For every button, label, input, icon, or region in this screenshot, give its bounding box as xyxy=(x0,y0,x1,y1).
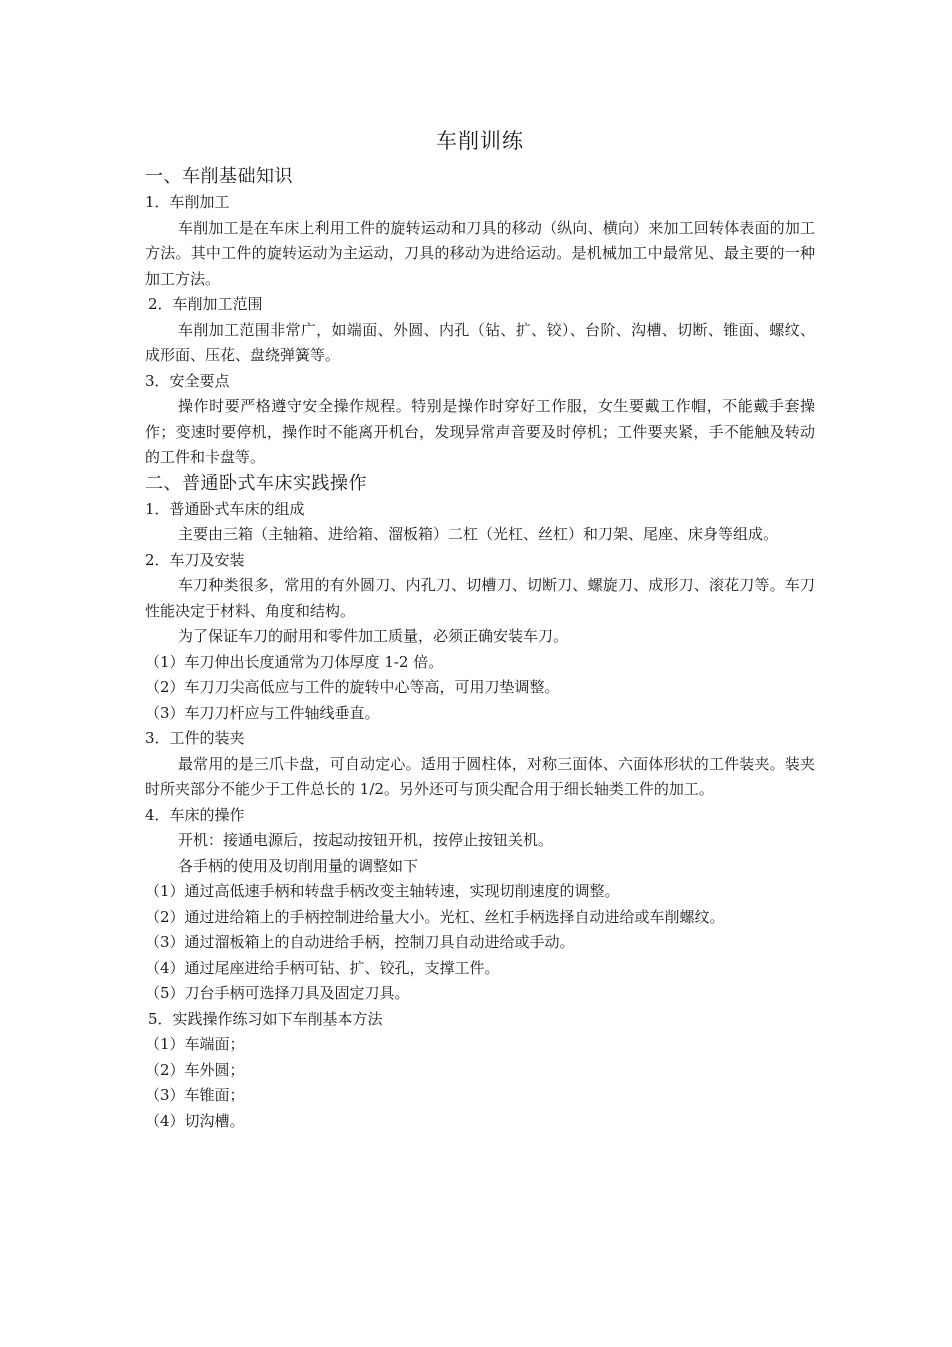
list-item: （3）车锥面； xyxy=(145,1086,245,1104)
section-heading-1: 一、车削基础知识 xyxy=(145,166,293,187)
paragraph-power-on: 开机：接通电源后，按起动按钮开机，按停止按钮关机。 xyxy=(178,831,554,849)
subsection-heading-1-3: 3．安全要点 xyxy=(145,371,230,390)
section-heading-2: 二、普通卧式车床实践操作 xyxy=(145,472,367,494)
paragraph-tool-install: 为了保证车刀的耐用和零件加工质量，必须正确安装车刀。 xyxy=(178,627,569,645)
document-title: 车削训练 xyxy=(436,129,524,153)
list-item: （1）车刀伸出长度通常为刀体厚度 1-2 倍。 xyxy=(145,652,444,671)
subsection-heading-2-3: 3．工件的装夹 xyxy=(145,729,245,747)
list-item: （1）车端面； xyxy=(145,1035,245,1053)
list-item: （4）通过尾座进给手柄可钻、扩、铰孔，支撑工件。 xyxy=(145,958,500,977)
list-item: （3）车刀刀杆应与工件轴线垂直。 xyxy=(145,703,380,722)
list-item: （2）车刀刀尖高低应与工件的旋转中心等高，可用刀垫调整。 xyxy=(145,678,560,696)
paragraph-turning-definition: 车削加工是在车床上利用工件的旋转运动和刀具的移动（纵向、横向）来加工回转体表面的加工方法。其中工件的旋转运动为主运动，刀具的移动为进给运动。是机械加工中最常见、最主要的一种加工方法。 xyxy=(145,218,815,288)
paragraph-handles-intro: 各手柄的使用及切削用量的调整如下 xyxy=(178,856,419,875)
list-item: （2）通过进给箱上的手柄控制进给量大小。光杠、丝杠手柄选择自动进给或车削螺纹。 xyxy=(145,907,725,926)
subsection-heading-2-1: 1．普通卧式车床的组成 xyxy=(145,499,305,518)
list-item: （4）切沟槽。 xyxy=(145,1111,245,1130)
subsection-heading-2-4: 4．车床的操作 xyxy=(145,805,245,824)
subsection-heading-2-5: 5．实践操作练习如下车削基本方法 xyxy=(148,1009,383,1028)
paragraph-workholding: 最常用的是三爪卡盘，可自动定心。适用于圆柱体，对称三面体、六面体形状的工件装夹。装夹时所夹部分不能少于工件总长的 1/2。另外还可与顶尖配合用于细长轴类工件的加工。 xyxy=(145,754,815,798)
subsection-heading-1-1: 1．车削加工 xyxy=(145,193,230,211)
list-item: （5）刀台手柄可选择刀具及固定刀具。 xyxy=(145,984,410,1002)
list-item: （3）通过溜板箱上的自动进给手柄，控制刀具自动进给或手动。 xyxy=(145,933,575,951)
paragraph-lathe-composition: 主要由三箱（主轴箱、进给箱、溜板箱）二杠（光杠、丝杠）和刀架、尾座、床身等组成。 xyxy=(178,525,779,543)
paragraph-tool-types: 车刀种类很多，常用的有外圆刀、内孔刀、切槽刀、切断刀、螺旋刀、成形刀、滚花刀等。车刀性能决定于材料、角度和结构。 xyxy=(145,576,815,620)
list-item: （2）车外圆； xyxy=(145,1060,245,1079)
document-body xyxy=(145,164,815,1134)
subsection-heading-2-2: 2．车刀及安装 xyxy=(145,550,245,569)
paragraph-turning-scope: 车削加工范围非常广，如端面、外圆、内孔（钻、扩、铰）、台阶、沟槽、切断、锥面、螺纹、成形面、压花、盘绕弹簧等。 xyxy=(145,320,815,364)
paragraph-safety: 操作时要严格遵守安全操作规程。特别是操作时穿好工作服，女生要戴工作帽，不能戴手套操作；变速时要停机，操作时不能离开机台，发现异常声音要及时停机；工件要夹紧，手不能触及转动的工件和卡盘等。 xyxy=(145,397,815,466)
subsection-heading-1-2: 2．车削加工范围 xyxy=(148,295,263,313)
list-item: （1）通过高低速手柄和转盘手柄改变主轴转速，实现切削速度的调整。 xyxy=(145,882,620,900)
